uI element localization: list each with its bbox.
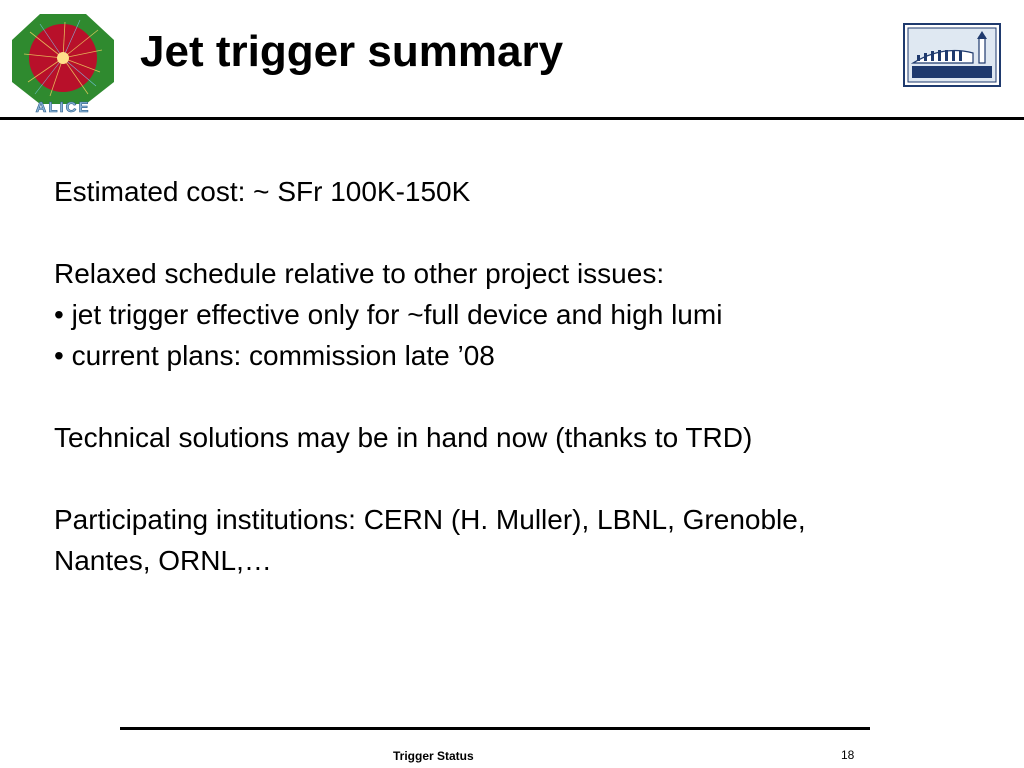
participating-line-continued: Nantes, ORNL,… — [54, 545, 272, 576]
alice-logo-icon — [10, 12, 116, 114]
footer-title: Trigger Status — [393, 749, 474, 763]
bullet-item: • current plans: commission late ’08 — [54, 340, 495, 371]
page-title: Jet trigger summary — [140, 27, 564, 76]
berkeley-lab-logo-icon — [903, 23, 1001, 87]
spacer — [54, 212, 994, 253]
spacer — [54, 458, 994, 499]
slide-body — [54, 171, 994, 581]
footer-divider — [120, 727, 870, 730]
page-number: 18 — [841, 748, 855, 762]
participating-line: Participating institutions: CERN (H. Muller), LBNL, Grenoble, — [54, 504, 806, 535]
cost-line: Estimated cost: ~ SFr 100K-150K — [54, 176, 471, 207]
spacer — [54, 376, 994, 417]
bullet-item: • jet trigger effective only for ~full device and high lumi — [54, 299, 723, 330]
schedule-heading: Relaxed schedule relative to other project issues: — [54, 258, 665, 289]
header-divider — [0, 117, 1024, 120]
technical-line: Technical solutions may be in hand now (thanks to TRD) — [54, 422, 753, 453]
svg-text:ALICE: ALICE — [35, 99, 91, 114]
